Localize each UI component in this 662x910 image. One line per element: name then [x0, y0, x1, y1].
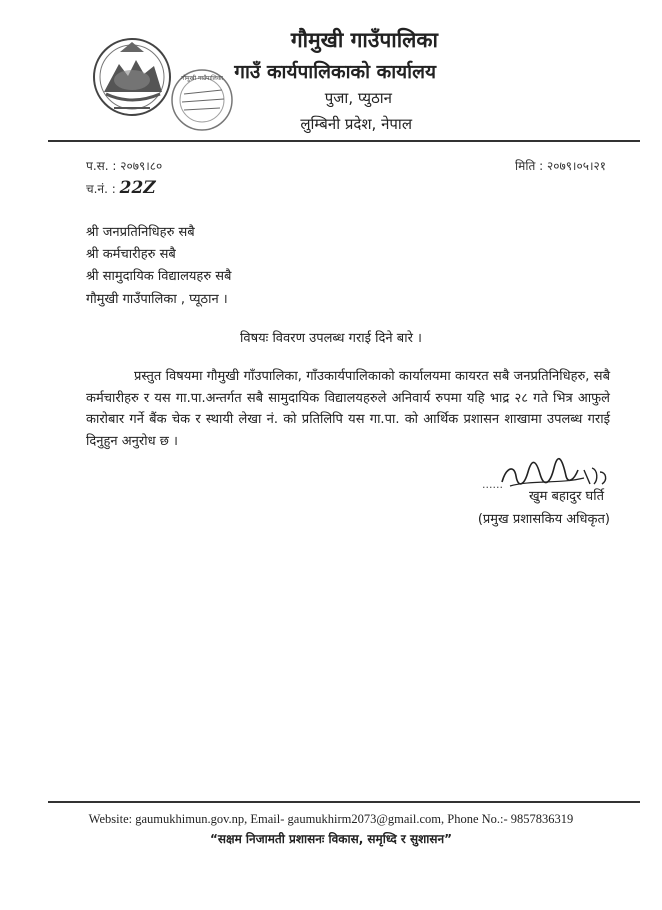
addressee-line: श्री कर्मचारीहरु सबै	[86, 247, 176, 262]
seal-text: गौमुखी गाउँपालिका	[181, 75, 223, 82]
addressee-line: श्री सामुदायिक विद्यालयहरु सबै	[86, 269, 232, 284]
letter-date	[515, 157, 606, 174]
fiscal-year-label: प.स. :	[86, 159, 117, 173]
letter-subject: विषयः विवरण उपलब्ध गराई दिने बारे ।	[240, 331, 422, 346]
footer-contact: Website: gaumukhimun.gov.np, Email- gaumukhirm2073@gmail.com, Phone No.:- 9857836319	[88, 812, 574, 826]
signatory-title: (प्रमुख प्रशासकिय अधिकृत)	[477, 512, 610, 527]
dispatch-number-value: 22Z	[119, 178, 156, 198]
office-name: गाउँ कार्यपालिकाको कार्यालय	[234, 61, 436, 83]
addressee-line: गौमुखी गाउँपालिका , प्यूठान ।	[86, 292, 228, 307]
fiscal-year-value: २०७९।८०	[120, 159, 163, 173]
date-label: मिति :	[515, 159, 544, 173]
footer-motto: “सक्षम निजामती प्रशासनः विकास, समृध्दि र सुशासन”	[209, 832, 453, 846]
letter-body: प्रस्तुत विषयमा गौमुखी गाँउपालिका, गाँउकार्यपालिकाको कार्यालयमा कायरत सबै जनप्रतिनिधिहरु, सबै कर्मचारीहरु र यस गा.पा.अन्तर्गत सबै सामुदायिक विद्यालयहरुले अनिवार्य रुपमा यहि भाद्र २८ गते भित्र आफुले कारोबार गर्ने बैंक चेक र स्थायी लेखा नं. को प्रतिलिपि यस गा.पा. को आर्थिक प्रशासन शाखामा उपलब्ध गराई दिनुहुन अनुरोध छ ।	[86, 369, 610, 449]
date-value: २०७९।०५।२१	[546, 159, 606, 173]
dispatch-number	[86, 178, 156, 198]
footer-divider	[48, 801, 640, 803]
addressee-line: श्री जनप्रतिनिधिहरु सबै	[86, 225, 195, 240]
svg-text:......: ......	[482, 478, 503, 491]
office-location: पुजा, प्युठान	[324, 89, 392, 107]
office-province: लुम्बिनी प्रदेश, नेपाल	[300, 115, 412, 133]
municipality-name: गौमुखी गाउँपालिका	[290, 28, 438, 52]
dispatch-number-label: च.नं. :	[86, 182, 116, 196]
fiscal-year-ref	[86, 157, 162, 174]
header-divider	[48, 140, 640, 142]
signatory-name: खुम बहादुर घर्ति	[528, 489, 604, 504]
